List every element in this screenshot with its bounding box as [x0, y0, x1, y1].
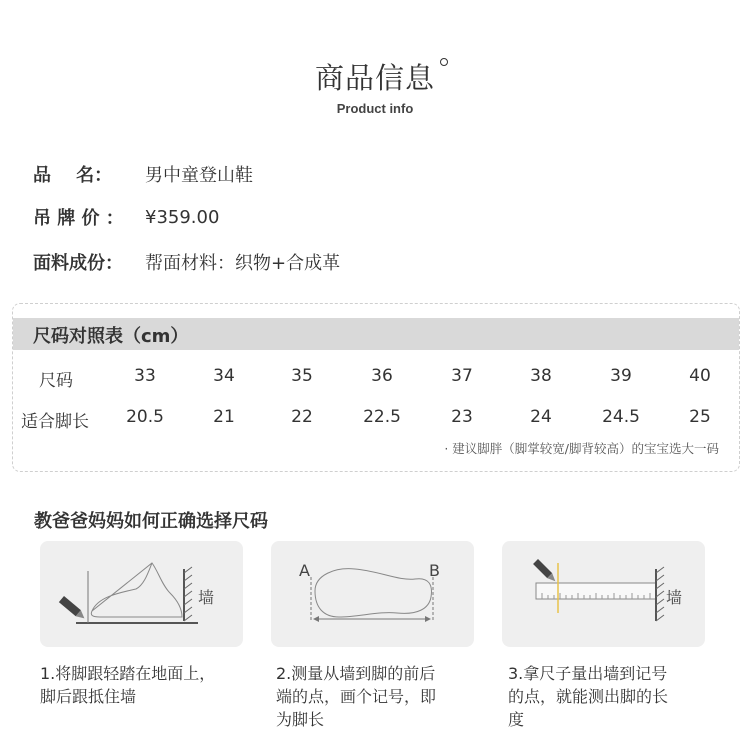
page-title-text: 商品信息 — [314, 61, 435, 95]
wall-label: 墙 — [198, 588, 215, 607]
guide-title: 教爸爸妈妈如何正确选择尺码 — [34, 511, 268, 532]
guide-step-3 — [508, 662, 713, 731]
info-row-price — [33, 204, 219, 230]
size-cell: 38 — [530, 366, 552, 386]
size-cell: 33 — [134, 366, 156, 386]
foot-length-cell: 21 — [213, 407, 235, 427]
size-row-label: 适合脚长 — [21, 412, 89, 432]
step-line: 端的点，画个记号，即 — [276, 687, 437, 706]
foot-length-cell: 22.5 — [363, 407, 401, 427]
info-value: ¥359.00 — [145, 206, 220, 228]
point-b-label: B — [429, 561, 440, 580]
info-row-material — [33, 249, 340, 275]
size-cell: 36 — [371, 366, 393, 386]
info-value: 男中童登山鞋 — [145, 165, 253, 186]
size-cell: 34 — [213, 366, 235, 386]
step-line: 的点，就能测出脚的长 — [508, 687, 669, 706]
guide-card-1 — [40, 541, 243, 647]
size-cell: 37 — [451, 366, 473, 386]
circle-decoration-icon — [440, 58, 448, 66]
size-cell: 40 — [689, 366, 711, 386]
guide-card-3 — [502, 541, 705, 647]
step-line: 度 — [508, 710, 525, 729]
wall-label: 墙 — [666, 588, 683, 607]
size-cell: 35 — [291, 366, 313, 386]
foot-length-cell: 24.5 — [602, 407, 640, 427]
info-row-name — [33, 161, 253, 187]
guide-card-2 — [271, 541, 474, 647]
step-line: 2.测量从墙到脚的前后 — [276, 664, 436, 683]
info-label: 品 名： — [33, 165, 113, 186]
size-note: · 建议脚胖（脚掌较宽/脚背较高）的宝宝选大一码 — [444, 441, 719, 456]
foot-outline-measure-icon — [271, 541, 474, 647]
step-line: 脚后跟抵住墙 — [40, 687, 137, 706]
foot-length-cell: 24 — [530, 407, 552, 427]
step-line: 1.将脚跟轻踏在地面上， — [40, 664, 216, 683]
foot-length-cell: 23 — [451, 407, 473, 427]
foot-length-cell: 25 — [689, 407, 711, 427]
size-cell: 39 — [610, 366, 632, 386]
size-chart-title: 尺码对照表（cm） — [33, 326, 189, 347]
step-line: 为脚长 — [276, 710, 325, 729]
size-row-sizes — [13, 366, 739, 392]
size-chart-header — [13, 318, 739, 350]
page-title — [0, 56, 750, 97]
foot-length-cell: 20.5 — [126, 407, 164, 427]
page-subtitle: Product info — [336, 101, 414, 116]
info-label: 吊 牌 价 ： — [33, 208, 124, 229]
point-a-label: A — [299, 561, 310, 580]
info-value: 帮面材料：织物+合成革 — [145, 253, 341, 274]
info-label: 面料成份： — [33, 253, 123, 274]
step-line: 3.拿尺子量出墙到记号 — [508, 664, 668, 683]
size-chart — [12, 303, 740, 472]
foot-length-cell: 22 — [291, 407, 313, 427]
size-row-foot-length — [13, 407, 739, 433]
guide-step-2 — [276, 662, 481, 731]
guide-step-1 — [40, 662, 245, 708]
size-row-label: 尺码 — [39, 371, 73, 391]
